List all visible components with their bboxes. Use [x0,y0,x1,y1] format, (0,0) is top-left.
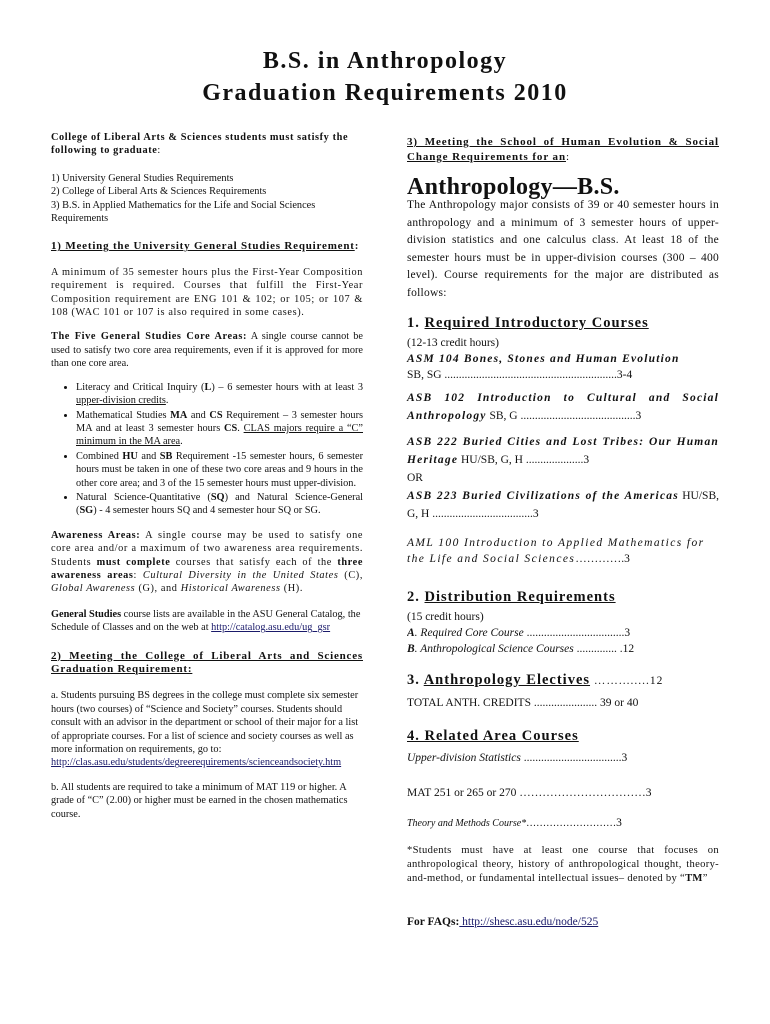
list-item: • Combined HU and SB Requirement -15 semester hours, 6 semester hours must be taken in one of these two core areas and 9 hours in the other core area; and 3 of the 15 semester hours must upper-division. [76,450,363,490]
required-courses-heading: 1. Required Introductory Courses [407,315,649,331]
intro-item: 2) College of Liberal Arts & Sciences Requirements [51,186,267,198]
distribution-b: B. Anthropological Science Courses .............. .12 [407,643,635,655]
section-2a-paragraph: a. Students pursuing BS degrees in the college must complete six semester hours (two courses) of “Science and Society” courses. Students should consult with an advisor in the department or school of their major for a list of appropriate courses. For a list of science and society courses as well as more information on requirements, go to: http://clas.asu.edu/students/degreerequirements/scienceandsociety.htm [51,690,359,769]
related-item: MAT 251 or 265 or 270 ……………………………3 [407,787,652,799]
related-courses-heading: 4. Related Area Courses [407,728,579,744]
catalog-link[interactable]: http://catalog.asu.edu/ug_gsr [211,622,331,634]
section-1-heading: 1) Meeting the University General Studies Requirement: [51,240,360,253]
general-studies-paragraph: General Studies course lists are available in the ASU General Catalog, the Schedule of Classes and on the web at http://catalog.asu.edu/ug_gsr [51,608,361,634]
core-areas-list [51,381,363,518]
distribution-a: A. Required Core Course ..................................3 [407,627,631,639]
intro-item: 1) University General Studies Requirements [51,172,234,184]
course-item: ASM 104 Bones, Stones and Human Evolution SB, SG ............................................................3-4 [407,353,680,381]
theory-note: *Students must have at least one course that focuses on anthropological theory, history of anthropological thought, theory-and-method, or fundamental intellectual issues– denoted by “TM” [407,845,719,884]
right-column [407,131,719,930]
section-2b-paragraph: b. All students are required to take a minimum of MAT 119 or higher. A grade of “C” (2.00) or higher must be earned in the chosen mathematics course. [51,781,348,820]
distribution-heading: 2. Distribution Requirements [407,589,616,605]
or-label: OR [407,472,423,484]
page-title: B.S. in Anthropology [262,48,508,74]
faq-link[interactable]: http://shesc.asu.edu/node/525 [459,916,599,928]
intro-item: 3) B.S. in Applied Mathematics for the Life and Social Sciences Requirements [51,199,316,225]
left-column [51,131,363,821]
list-item: • Mathematical Studies MA and CS Requirement – 3 semester hours MA and at least 3 semester hours CS. CLAS majors require a “C” minimum in the MA area. [76,409,363,449]
section-2-heading: 2) Meeting the College of Liberal Arts and Sciences Graduation Requirement: [51,649,363,675]
course-item: ASB 102 Introduction to Cultural and Social Anthropology SB, G ........................................3 [407,392,719,422]
list-item: • Natural Science-Quantitative (SQ) and Natural Science-General (SG) - 4 semester hours SQ and 4 semester hour SQ or SG. [76,491,363,518]
total-credits: TOTAL ANTH. CREDITS ...................... 39 or 40 [407,697,639,709]
page-subtitle: Graduation Requirements 2010 [202,80,568,106]
section-3-heading: 3) Meeting the School of Human Evolution & Social Change Requirements for an: [407,136,719,163]
intro-heading: College of Liberal Arts & Sciences students must satisfy the following to graduate: [51,132,349,157]
faq-line: For FAQs: http://shesc.asu.edu/node/525 [407,916,599,928]
list-item: • Literacy and Critical Inquiry (L) – 6 semester hours with at least 3 upper-division credits. [76,381,363,408]
core-areas-paragraph: The Five General Studies Core Areas: A single course cannot be used to satisfy two core area requirements, even if it is approved for more than one core area. [51,331,363,370]
required-credits: (12-13 credit hours) [407,337,499,349]
science-society-link[interactable]: http://clas.asu.edu/students/degreerequirements/scienceandsociety.htm [51,757,342,769]
related-item: Upper-division Statistics ..................................3 [407,752,628,764]
section-1-paragraph: A minimum of 35 semester hours plus the First-Year Composition requirement is required. Courses that fulfill the First-Year Composition requirement are ENG 101 & 102; or 105; or 107 & 108 (WAC 101 or 107 is also required in some cases). [51,266,363,319]
awareness-paragraph: Awareness Areas: A single course may be used to satisfy one core area and/or a maximum of two awareness area requirements. Students must complete courses that satisfy each of the three awareness areas: Cultural Diversity in the United States (C), Global Awareness (G), and Historical Awareness (H). [51,529,363,595]
course-item: AML 100 Introduction to Applied Mathematics for the Life and Social Sciences………….3 [407,537,705,565]
intro-list [51,172,363,226]
course-item: ASB 222 Buried Cities and Lost Tribes: Our Human Heritage HU/SB, G, H ....................3 OR ASB 223 Buried Civilizations of the Americas HU/SB, G, H ...................................3 [407,436,719,520]
distribution-credits: (15 credit hours) [407,611,484,623]
major-description: The Anthropology major consists of 39 or 40 semester hours in anthropology and a minimum of 3 semester hours of upper-division statistics and one calculus class. At least 18 of the semester hours must be in upper-division courses (300 – 400 level). Course requirements for the major are distributed as follows: [407,199,719,299]
electives-heading: 3. Anthropology Electives ……........12 [407,672,664,688]
related-item: Theory and Methods Course*………………………3 [407,817,622,829]
major-title: Anthropology—B.S. [407,174,620,200]
